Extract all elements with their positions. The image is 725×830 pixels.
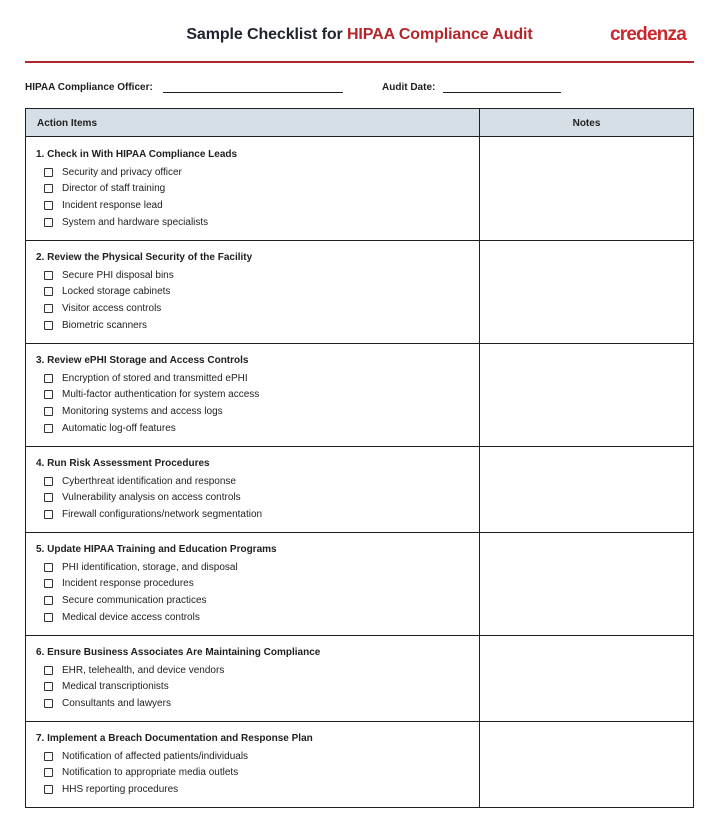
checklist-item-label: Cyberthreat identification and response [62,475,236,487]
checkbox[interactable] [44,682,53,691]
checkbox[interactable] [44,579,53,588]
checklist-item-label: Secure communication practices [62,594,207,606]
checkbox[interactable] [44,201,53,210]
checklist-item-label: Automatic log-off features [62,422,176,434]
checklist-item [44,199,163,211]
checklist-item [44,508,262,520]
checklist-item [44,561,238,573]
table-header [26,109,693,137]
checklist-item [44,492,241,504]
checklist-item [44,286,170,298]
officer-label: HIPAA Compliance Officer: [25,82,153,93]
section-title: 4. Run Risk Assessment Procedures [36,458,210,469]
checklist-item-label: EHR, telehealth, and device vendors [62,664,225,676]
checklist-item [44,372,248,384]
checkbox[interactable] [44,510,53,519]
column-header-notes: Notes [572,118,601,129]
checklist-item [44,611,200,623]
checkbox[interactable] [44,424,53,433]
column-divider [479,109,480,807]
checklist-section [26,344,693,447]
checklist-item-label: Vulnerability analysis on access controls [62,492,241,504]
checklist-item-label: Incident response procedures [62,578,194,590]
checkbox[interactable] [44,768,53,777]
checklist-item-label: Secure PHI disposal bins [62,269,174,281]
checklist-section [26,447,693,533]
checkbox[interactable] [44,321,53,330]
section-title: 1. Check in With HIPAA Compliance Leads [36,149,238,160]
checklist-item-label: Security and privacy officer [62,166,182,178]
audit-date-label: Audit Date: [382,82,436,93]
checklist-section [26,138,693,241]
checklist-item [44,475,236,487]
checkbox[interactable] [44,374,53,383]
audit-date-input-line[interactable] [443,92,561,93]
checklist-item-label: System and hardware specialists [62,216,209,228]
checklist-table [25,108,694,808]
checklist-item [44,269,174,281]
checkbox[interactable] [44,304,53,313]
checklist-section [26,722,693,808]
checklist-section [26,241,693,344]
checkbox[interactable] [44,596,53,605]
title-text: Sample Checklist for [186,26,347,43]
checkbox[interactable] [44,477,53,486]
checklist-item-label: Locked storage cabinets [62,286,171,298]
checklist-item [44,767,238,779]
credenza-logo: credenza [610,24,686,45]
checkbox[interactable] [44,168,53,177]
checklist-item [44,302,161,314]
checkbox[interactable] [44,407,53,416]
checklist-item-label: Notification of affected patients/individuals [62,750,249,762]
checklist-item-label: Director of staff training [62,183,166,195]
checkbox[interactable] [44,493,53,502]
checklist-item [44,681,169,693]
audit-fields [25,80,694,96]
checkbox[interactable] [44,184,53,193]
section-title: 2. Review the Physical Security of the Facility [36,252,253,263]
checkbox[interactable] [44,218,53,227]
checklist-item-label: Multi-factor authentication for system access [62,389,260,401]
checklist-item-label: Biometric scanners [62,319,148,331]
checklist-item [44,578,194,590]
checklist-item [44,216,208,228]
section-title: 3. Review ePHI Storage and Access Controls [36,355,249,366]
checkbox[interactable] [44,699,53,708]
column-header-action-items: Action Items [37,118,98,129]
checklist-item [44,422,176,434]
checkbox[interactable] [44,785,53,794]
officer-input-line[interactable] [163,92,343,93]
checklist-item-label: Medical device access controls [62,611,200,623]
checklist-item [44,183,165,195]
page-title [25,26,694,44]
page-header [25,0,694,63]
checklist-item-label: Encryption of stored and transmitted ePHI [62,372,248,384]
checkbox[interactable] [44,563,53,572]
checkbox[interactable] [44,666,53,675]
checklist-section [26,533,693,636]
section-title: 7. Implement a Breach Documentation and Response Plan [36,733,313,744]
checklist-item-label: Consultants and lawyers [62,697,171,709]
checkbox[interactable] [44,271,53,280]
section-title: 5. Update HIPAA Training and Education Programs [36,544,277,555]
checklist-item-label: Monitoring systems and access logs [62,405,223,417]
checklist-item [44,319,147,331]
checklist-item-label: PHI identification, storage, and disposal [62,561,238,573]
checkbox[interactable] [44,752,53,761]
title-accent-text: HIPAA Compliance Audit [346,26,533,43]
checklist-item-label: HHS reporting procedures [62,783,179,795]
checklist-item [44,664,224,676]
checklist-item [44,594,207,606]
checklist-item-label: Firewall configurations/network segmentation [62,508,263,520]
checkbox[interactable] [44,287,53,296]
checklist-item-label: Notification to appropriate media outlets [62,767,239,779]
checklist-item-label: Medical transcriptionists [62,681,169,693]
section-title: 6. Ensure Business Associates Are Maintaining Compliance [36,647,321,658]
checklist-item [44,389,259,401]
checklist-item-label: Incident response lead [62,199,163,211]
checklist-item [44,405,223,417]
checklist-item-label: Visitor access controls [62,302,162,314]
checklist-item [44,750,248,762]
checklist-item [44,783,178,795]
checklist-item [44,166,182,178]
checkbox[interactable] [44,390,53,399]
checkbox[interactable] [44,613,53,622]
checklist-item [44,697,171,709]
checklist-section [26,636,693,722]
